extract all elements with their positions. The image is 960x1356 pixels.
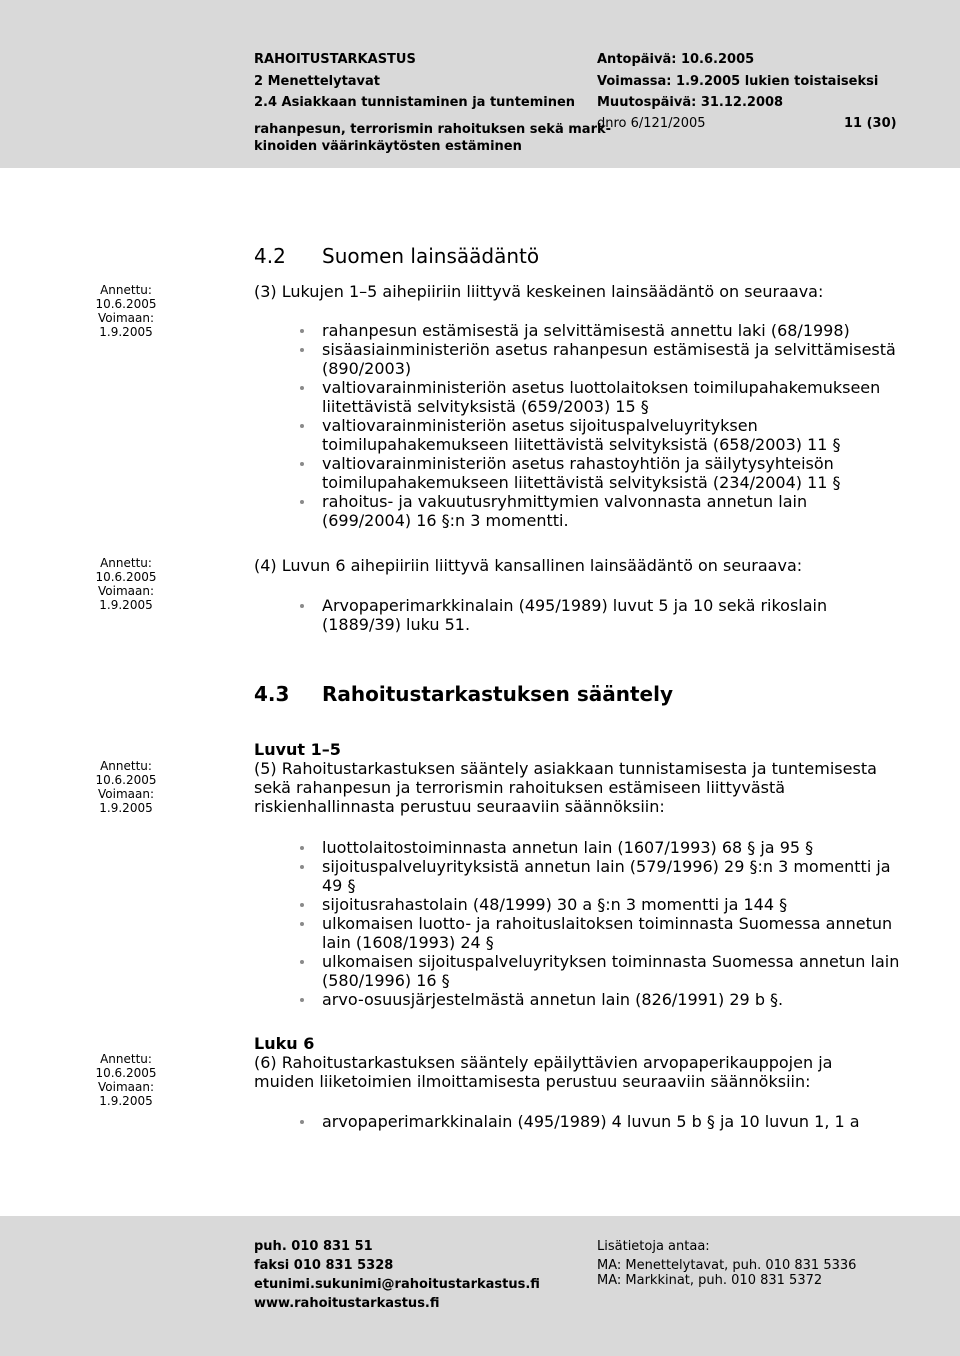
section-4-3-heading <box>254 682 673 706</box>
list-item: rahoitus- ja vakuutusryhmittymien valvonnasta annetun lain (699/2004) 16 §:n 3 momentti. <box>300 492 900 530</box>
annettu-date: Annettu: 10.6.2005 <box>95 1052 157 1080</box>
fax: faksi 010 831 5328 <box>254 1258 394 1273</box>
paragraph-3: (3) Lukujen 1–5 aihepiiriin liittyvä keskeinen lainsäädäntö on seuraava: <box>254 282 824 301</box>
margin-dates <box>70 556 182 612</box>
info-label: Lisätietoja antaa: <box>597 1239 710 1254</box>
voimaan-date: Voimaan: 1.9.2005 <box>98 1080 154 1108</box>
list-item: rahanpesun estämisestä ja selvittämisestä annettu laki (68/1998) <box>300 321 900 340</box>
email: etunimi.sukunimi@rahoitustarkastus.fi <box>254 1277 540 1292</box>
paragraph-text: (5) Rahoitustarkastuksen sääntely asiakkaan tunnistamisesta ja tuntemisesta sekä rahanpesun ja terrorismin rahoituksen estämiseen liittyvästä riskienhallinnasta perustuu seuraaviin säännöksiin: <box>254 759 877 816</box>
voimaan-date: Voimaan: 1.9.2005 <box>98 584 154 612</box>
website: www.rahoitustarkastus.fi <box>254 1296 440 1311</box>
phone: puh. 010 831 51 <box>254 1239 373 1254</box>
list-item: ulkomaisen sijoituspalveluyrityksen toiminnasta Suomessa annetun lain (580/1996) 16 § <box>300 952 900 990</box>
list-item: arvopaperimarkkinalain (495/1989) 4 luvun 5 b § ja 10 luvun 1, 1 a <box>300 1112 900 1131</box>
section-title: Suomen lainsäädäntö <box>322 244 540 268</box>
margin-dates <box>70 1052 182 1108</box>
list-item: valtiovarainministeriön asetus rahastoyhtiön ja säilytysyhteisön toimilupahakemukseen liitettävistä selvityksistä (234/2004) 11 § <box>300 454 900 492</box>
contact-1: MA: Menettelytavat, puh. 010 831 5336 <box>597 1258 857 1273</box>
org-name: RAHOITUSTARKASTUS <box>254 52 416 67</box>
annettu-date: Annettu: 10.6.2005 <box>95 283 157 311</box>
list-item: ulkomaisen luotto- ja rahoituslaitoksen toiminnasta Suomessa annetun lain (1608/1993) 24 § <box>300 914 900 952</box>
contact-2: MA: Markkinat, puh. 010 831 5372 <box>597 1273 823 1288</box>
list-item: arvo-osuusjärjestelmästä annetun lain (826/1991) 29 b §. <box>300 990 900 1009</box>
topic-line-2: kinoiden väärinkäytösten estäminen <box>254 139 522 154</box>
amended-date: Muutospäivä: 31.12.2008 <box>597 95 784 110</box>
list-item: sisäasiainministeriön asetus rahanpesun estämisestä ja selvittämisestä (890/2003) <box>300 340 900 378</box>
margin-dates <box>70 759 182 815</box>
topic-line-1: rahanpesun, terrorismin rahoituksen sekä mark- <box>254 122 612 137</box>
valid-from: Voimassa: 1.9.2005 lukien toistaiseksi <box>597 74 879 89</box>
section-title: 2.4 Asiakkaan tunnistaminen ja tunteminen <box>254 95 576 110</box>
annettu-date: Annettu: 10.6.2005 <box>95 556 157 584</box>
dnro: dnro 6/121/2005 <box>597 116 706 131</box>
legislation-list-3 <box>300 321 900 530</box>
page-footer <box>0 1216 960 1356</box>
paragraph-text: (6) Rahoitustarkastuksen sääntely epäilyttävien arvopaperikauppojen ja muiden liiketoimien ilmoittamisesta perustuu seuraaviin säännöksiin: <box>254 1053 833 1091</box>
section-4-2-heading <box>254 244 539 268</box>
legislation-list-5 <box>300 838 900 1009</box>
voimaan-date: Voimaan: 1.9.2005 <box>98 787 154 815</box>
section-number: 4.2 <box>254 244 286 268</box>
section-title: Rahoitustarkastuksen sääntely <box>322 682 673 706</box>
paragraph-6 <box>254 1034 894 1091</box>
issued-date: Antopäivä: 10.6.2005 <box>597 52 755 67</box>
list-item: valtiovarainministeriön asetus luottolaitoksen toimilupahakemukseen liitettävistä selvityksistä (659/2003) 15 § <box>300 378 900 416</box>
voimaan-date: Voimaan: 1.9.2005 <box>98 311 154 339</box>
annettu-date: Annettu: 10.6.2005 <box>95 759 157 787</box>
section-number: 4.3 <box>254 682 290 706</box>
list-item: luottolaitostoiminnasta annetun lain (1607/1993) 68 § ja 95 § <box>300 838 900 857</box>
subheading: Luku 6 <box>254 1034 315 1053</box>
paragraph-5 <box>254 740 894 816</box>
part-title: 2 Menettelytavat <box>254 74 381 89</box>
legislation-list-4 <box>300 596 900 634</box>
legislation-list-6 <box>300 1112 900 1131</box>
margin-dates <box>70 283 182 339</box>
list-item: Arvopaperimarkkinalain (495/1989) luvut 5 ja 10 sekä rikoslain (1889/39) luku 51. <box>300 596 900 634</box>
subheading: Luvut 1–5 <box>254 740 341 759</box>
page-header <box>0 0 960 168</box>
list-item: valtiovarainministeriön asetus sijoituspalveluyrityksen toimilupahakemukseen liitettävistä selvityksistä (658/2003) 11 § <box>300 416 900 454</box>
paragraph-4: (4) Luvun 6 aihepiiriin liittyvä kansallinen lainsäädäntö on seuraava: <box>254 556 803 575</box>
list-item: sijoituspalveluyrityksistä annetun lain (579/1996) 29 §:n 3 momentti ja 49 § <box>300 857 900 895</box>
list-item: sijoitusrahastolain (48/1999) 30 a §:n 3 momentti ja 144 § <box>300 895 900 914</box>
page-number: 11 (30) <box>844 116 897 131</box>
